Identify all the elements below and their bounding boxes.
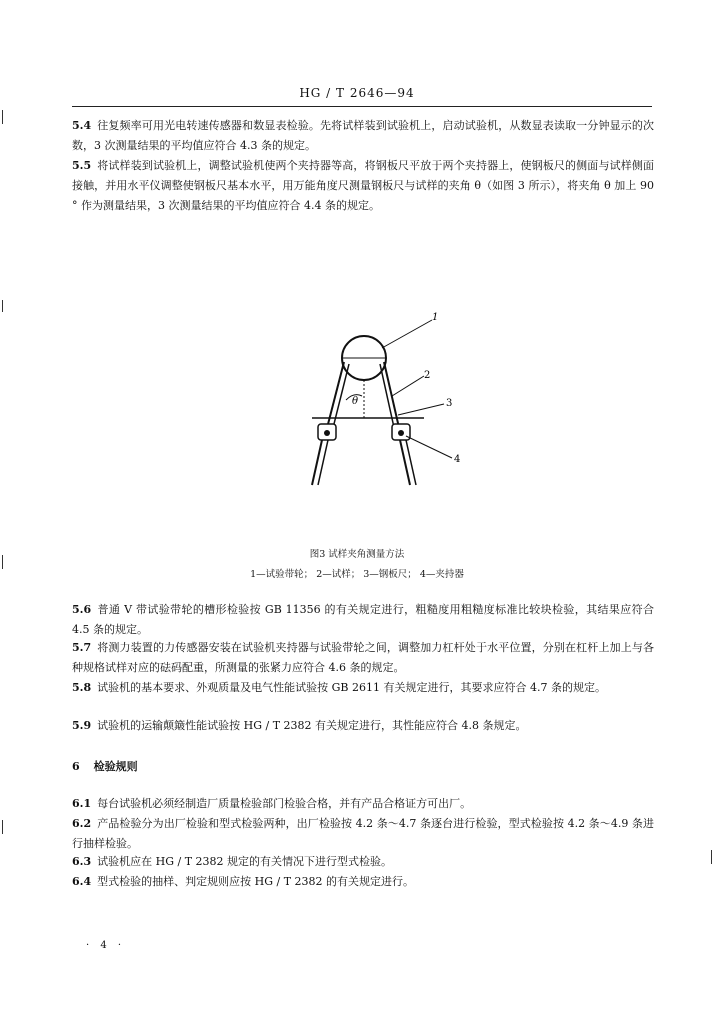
specimen-right-lower — [400, 440, 410, 485]
scan-edge-mark — [711, 850, 712, 864]
scan-edge-mark — [2, 300, 3, 312]
leader-3 — [398, 404, 444, 415]
figure-legend: 1—试验带轮； 2—试样； 3—钢板尺； 4—夹持器 — [250, 569, 464, 580]
page-header: HG / T 2646—94 — [299, 86, 415, 100]
clause-text: 试验机的运输颠簸性能试验按 HG / T 2382 有关规定进行，其性能应符合 4.8 条规定。 — [97, 719, 527, 732]
scan-edge-mark — [2, 110, 3, 124]
clause-5-7 — [72, 638, 654, 678]
clause-6-2 — [72, 814, 654, 854]
clamp-left-bolt — [324, 430, 330, 436]
clause-text: 试验机应在 HG / T 2382 规定的有关情况下进行型式检验。 — [97, 855, 393, 868]
clause-text: 产品检验分为出厂检验和型式检验两种，出厂检验按 4.2 条～4.7 条逐台进行检验，型式检验按 4.2 条～4.9 条进行抽样检验。 — [72, 817, 654, 850]
figure-3-diagram — [296, 300, 476, 490]
label-3: 3 — [446, 398, 453, 409]
leader-2 — [392, 376, 424, 396]
label-2: 2 — [424, 370, 431, 381]
section-title: 检验规则 — [93, 760, 138, 773]
clause-number: 5.9 — [72, 719, 92, 732]
clause-number: 5.5 — [72, 159, 92, 172]
clause-number: 5.7 — [72, 641, 92, 654]
clause-number: 5.6 — [72, 603, 92, 616]
clause-number: 6.1 — [72, 797, 92, 810]
label-4: 4 — [454, 454, 461, 465]
clause-number: 6.2 — [72, 817, 92, 830]
clause-number: 5.8 — [72, 681, 92, 694]
leader-4 — [406, 436, 452, 458]
clause-text: 将测力装置的力传感器安装在试验机夹持器与试验带轮之间，调整加力杠杆处于水平位置，分别在杠杆上加上与各种规格试样对应的砝码配重，所测量的张紧力应符合 4.6 条的规定。 — [72, 641, 654, 674]
clause-5-4 — [72, 116, 654, 156]
section-6-heading — [72, 758, 138, 774]
section-number: 6 — [72, 760, 80, 773]
clause-6-3 — [72, 852, 654, 872]
specimen-left-lower — [312, 440, 322, 485]
clause-6-1 — [72, 794, 654, 814]
clause-text: 往复频率可用光电转速传感器和数显表检验。先将试样装到试验机上，启动试验机，从数显表读取一分钟显示的次数，3 次测量结果的平均值应符合 4.3 条的规定。 — [72, 119, 654, 152]
clamp-right-bolt — [398, 430, 404, 436]
clause-text: 型式检验的抽样、判定规则应按 HG / T 2382 的有关规定进行。 — [97, 875, 415, 888]
clause-number: 6.3 — [72, 855, 92, 868]
leader-1 — [382, 320, 432, 348]
scan-edge-mark — [2, 820, 3, 834]
clause-number: 6.4 — [72, 875, 92, 888]
theta-label: θ — [352, 396, 359, 407]
clause-5-6 — [72, 600, 654, 640]
clause-text: 普通 V 带试验带轮的槽形检验按 GB 11356 的有关规定进行，粗糙度用粗糙度标准比较块检验，其结果应符合 4.5 条的规定。 — [72, 603, 654, 636]
header-rule — [72, 106, 652, 107]
page-number: · 4 · — [86, 940, 126, 951]
label-1: 1 — [432, 312, 439, 323]
clause-6-4 — [72, 872, 654, 892]
clause-text: 将试样装到试验机上，调整试验机使两个夹持器等高，将钢板尺平放于两个夹持器上，使钢板尺的侧面与试样侧面接触，并用水平仪调整使钢板尺基本水平，用万能角度尺测量钢板尺与试样的夹角 θ（如图 3 所示），将夹角 θ 加上 90 ° 作为测量结果，3 次测量结果的平均值应符合 4.4 条的规定。 — [72, 159, 654, 212]
clause-text: 试验机的基本要求、外观质量及电气性能试验按 GB 2611 有关规定进行，其要求应符合 4.7 条的规定。 — [97, 681, 606, 694]
clause-5-8 — [72, 678, 654, 698]
clause-number: 5.4 — [72, 119, 92, 132]
clause-5-5 — [72, 156, 654, 216]
figure-caption: 图3 试样夹角测量方法 — [309, 549, 405, 560]
clause-text: 每台试验机必须经制造厂质量检验部门检验合格，并有产品合格证方可出厂。 — [97, 797, 472, 810]
scan-edge-mark — [2, 555, 3, 569]
clause-5-9 — [72, 716, 654, 736]
